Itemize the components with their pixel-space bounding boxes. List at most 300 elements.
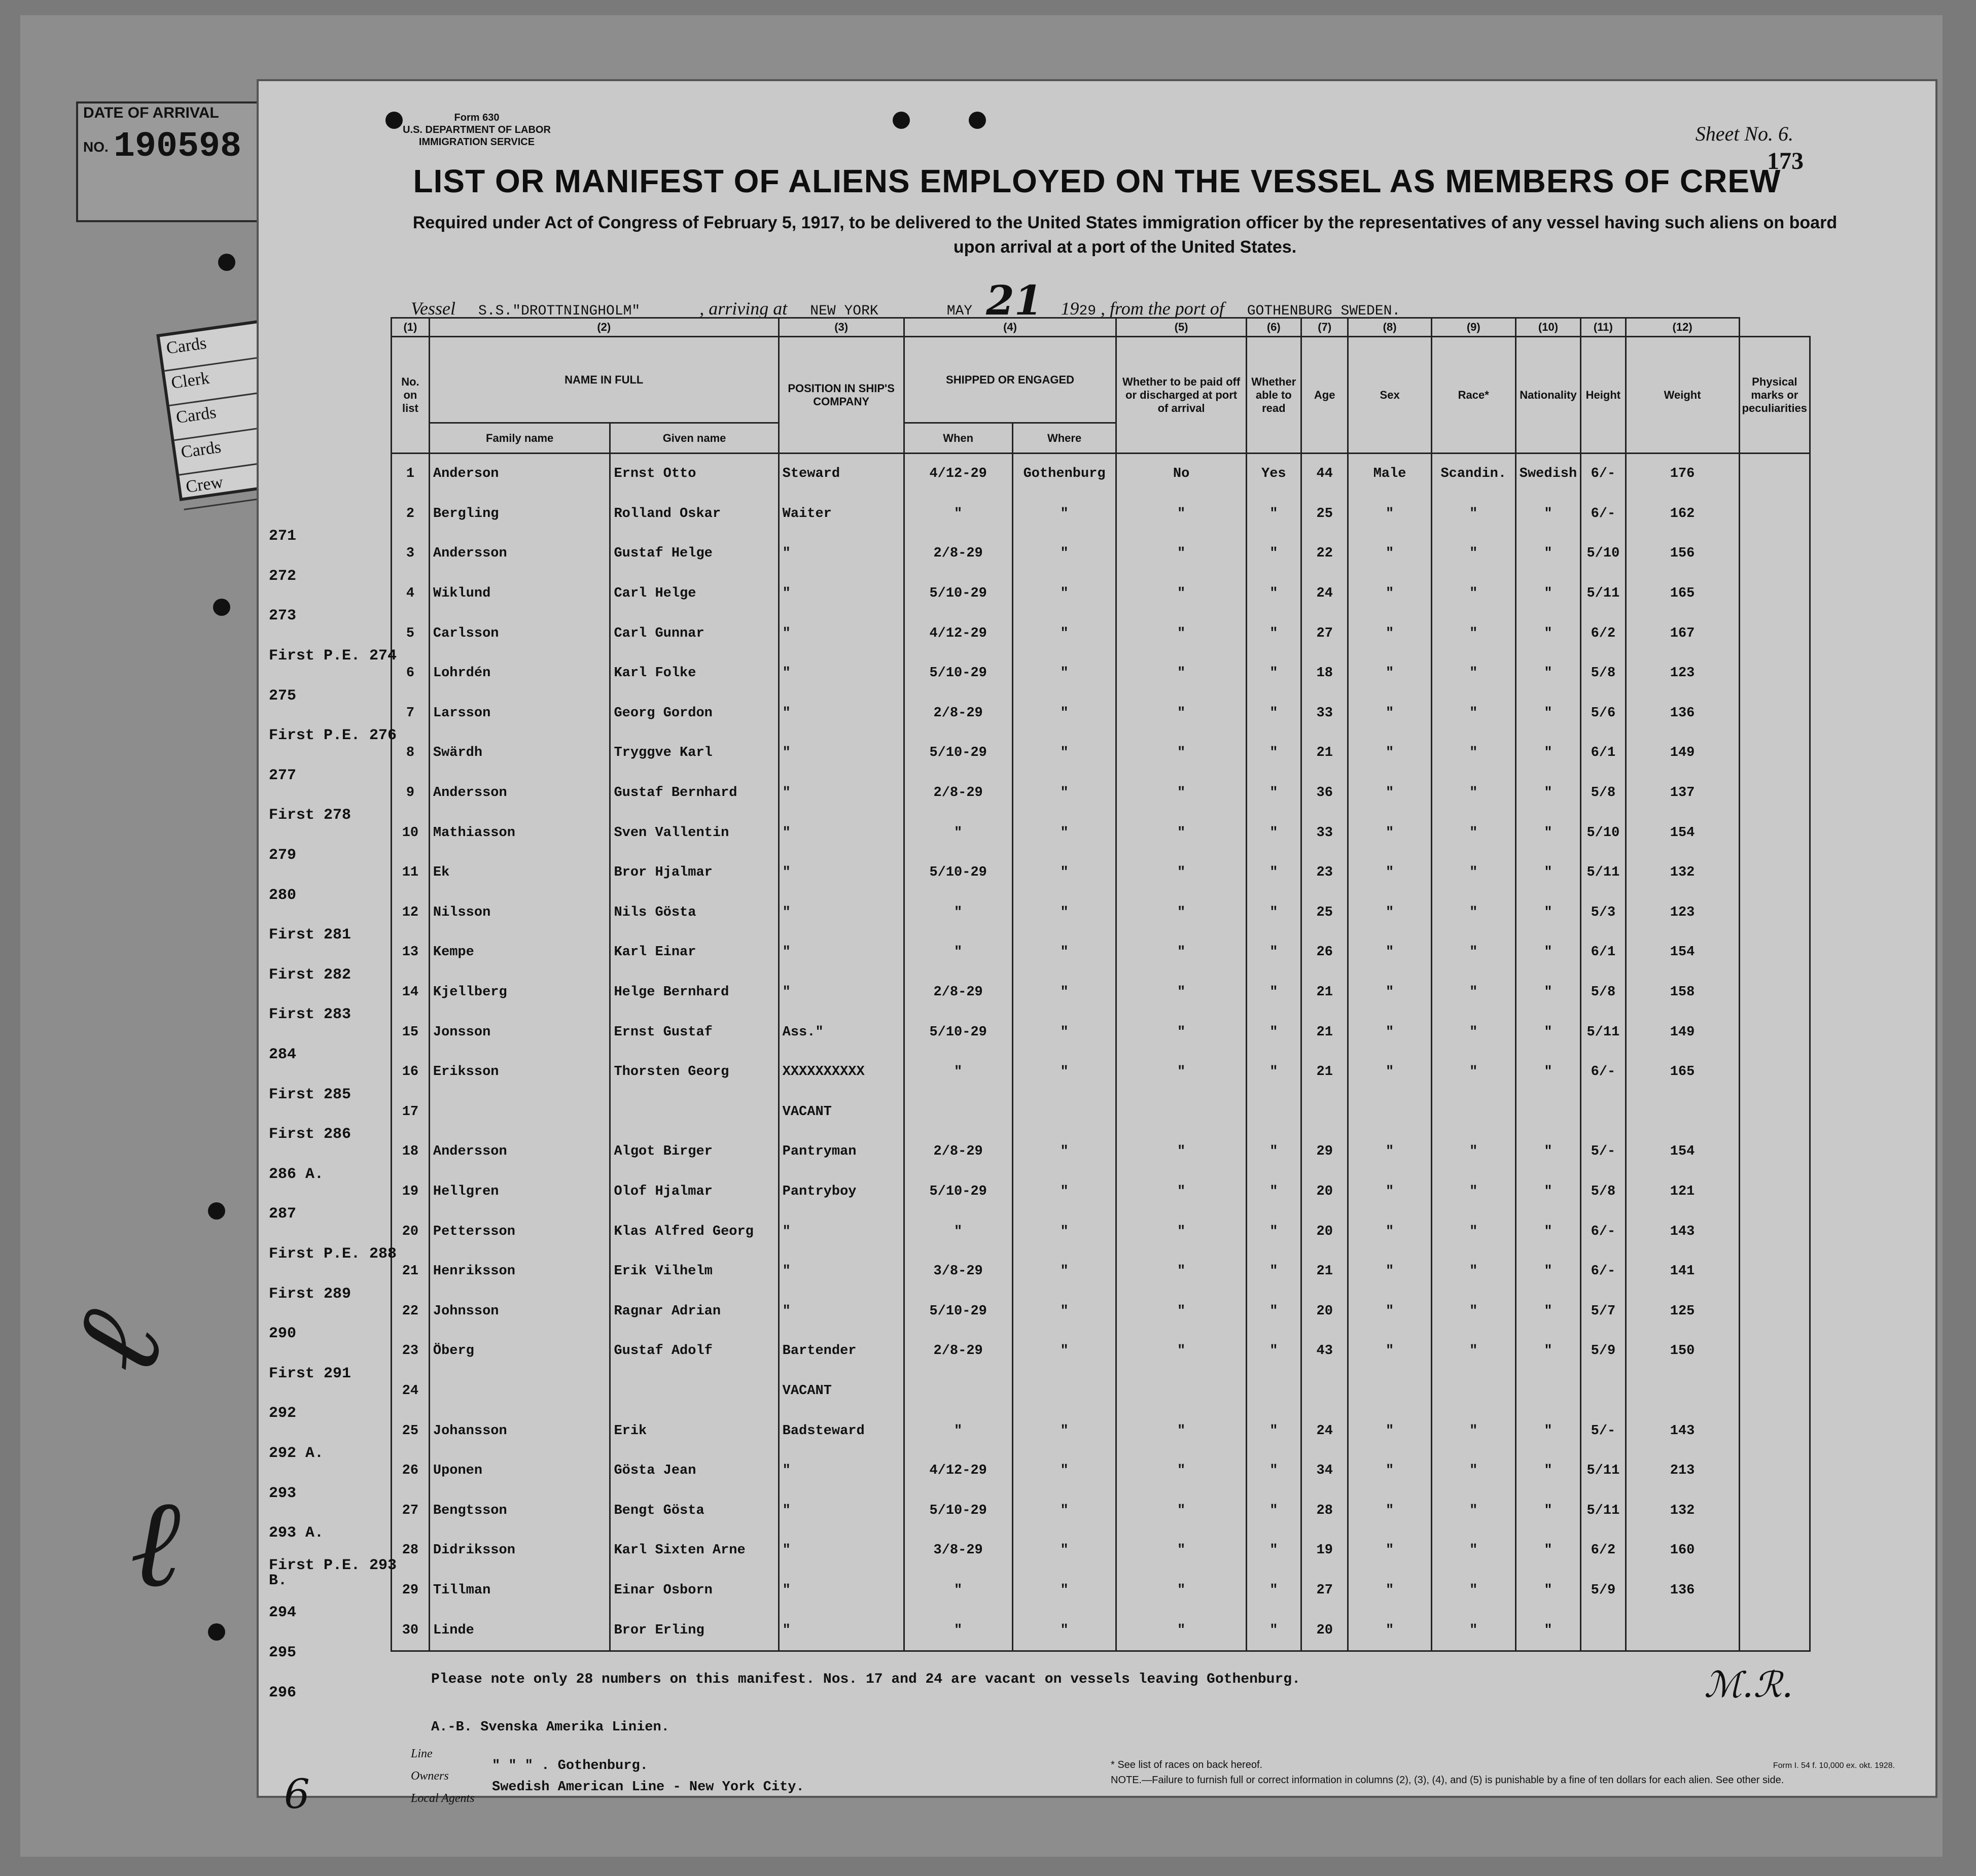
position-cell: " bbox=[779, 1610, 904, 1651]
physical-marks-cell bbox=[1739, 813, 1810, 853]
header-physical-marks: Physical marks or peculiarities bbox=[1739, 337, 1810, 454]
position-cell: " bbox=[779, 574, 904, 614]
header-when: When bbox=[904, 423, 1012, 454]
position-cell: Ass." bbox=[779, 1012, 904, 1052]
able-to-read-cell: " bbox=[1246, 1012, 1301, 1052]
able-to-read-cell: " bbox=[1246, 693, 1301, 734]
age-cell: 28 bbox=[1301, 1490, 1348, 1531]
race-cell: " bbox=[1431, 1571, 1515, 1611]
age-cell: 21 bbox=[1301, 972, 1348, 1013]
position-cell: " bbox=[779, 1571, 904, 1611]
given-name-cell: Karl Folke bbox=[610, 653, 779, 693]
row-number-cell: 24 bbox=[392, 1371, 430, 1411]
shipped-where-cell: " bbox=[1012, 773, 1116, 813]
weight-cell: 154 bbox=[1626, 1132, 1739, 1172]
family-name-cell: Nilsson bbox=[429, 893, 610, 933]
weight-cell: 165 bbox=[1626, 574, 1739, 614]
height-cell: 5/9 bbox=[1581, 1571, 1626, 1611]
paid-off-cell: " bbox=[1116, 972, 1246, 1013]
age-cell: 29 bbox=[1301, 1132, 1348, 1172]
given-name-cell: Carl Helge bbox=[610, 574, 779, 614]
weight-cell: 149 bbox=[1626, 733, 1739, 773]
physical-marks-cell bbox=[1739, 653, 1810, 693]
race-cell: " bbox=[1431, 653, 1515, 693]
given-name-cell: Rolland Oskar bbox=[610, 494, 779, 534]
age-cell: 36 bbox=[1301, 773, 1348, 813]
form-number-label: Form 630 bbox=[454, 112, 500, 123]
position-cell: Waiter bbox=[779, 494, 904, 534]
nationality-cell: " bbox=[1515, 733, 1580, 773]
height-cell: 5/9 bbox=[1581, 1331, 1626, 1371]
row-number-cell: 19 bbox=[392, 1172, 430, 1212]
position-cell: " bbox=[779, 1531, 904, 1571]
sex-cell: " bbox=[1348, 853, 1431, 893]
position-cell: " bbox=[779, 972, 904, 1013]
table-row bbox=[392, 1211, 1810, 1252]
header-height: Height bbox=[1581, 337, 1626, 454]
physical-marks-cell bbox=[1739, 773, 1810, 813]
position-cell: VACANT bbox=[779, 1092, 904, 1132]
margin-annotation: 287 bbox=[269, 1205, 297, 1223]
margin-annotation: First 282 bbox=[269, 966, 351, 984]
paid-off-cell: " bbox=[1116, 1331, 1246, 1371]
shipped-when-cell: 4/12-29 bbox=[904, 454, 1012, 494]
given-name-cell: Algot Birger bbox=[610, 1132, 779, 1172]
row-number-cell: 4 bbox=[392, 574, 430, 614]
age-cell: 20 bbox=[1301, 1291, 1348, 1331]
able-to-read-cell: " bbox=[1246, 1331, 1301, 1371]
shipped-when-cell: " bbox=[904, 1211, 1012, 1252]
family-name-cell: Henriksson bbox=[429, 1252, 610, 1292]
able-to-read-cell: " bbox=[1246, 733, 1301, 773]
header-position: POSITION IN SHIP'S COMPANY bbox=[779, 337, 904, 454]
family-name-cell: Wiklund bbox=[429, 574, 610, 614]
paid-off-cell bbox=[1116, 1371, 1246, 1411]
weight-cell: 132 bbox=[1626, 853, 1739, 893]
margin-annotation: 273 bbox=[269, 607, 297, 625]
margin-annotation: First 285 bbox=[269, 1086, 351, 1103]
margin-annotation: First P.E. 274 bbox=[269, 647, 397, 665]
age-cell: 27 bbox=[1301, 613, 1348, 653]
sex-cell: " bbox=[1348, 813, 1431, 853]
shipped-when-cell: " bbox=[904, 893, 1012, 933]
family-name-cell: Jonsson bbox=[429, 1012, 610, 1052]
given-name-cell bbox=[610, 1092, 779, 1132]
vacancy-note: Please note only 28 numbers on this manifest. Nos. 17 and 24 are vacant on vessels leaving Gothenburg. bbox=[431, 1672, 1300, 1687]
paid-off-cell: " bbox=[1116, 1411, 1246, 1451]
sex-cell: " bbox=[1348, 1132, 1431, 1172]
sheet-number: Sheet No. 6. bbox=[1695, 122, 1793, 145]
header-nationality: Nationality bbox=[1515, 337, 1580, 454]
shipped-where-cell: " bbox=[1012, 534, 1116, 574]
arrival-month: MAY bbox=[946, 303, 973, 319]
row-number-cell: 12 bbox=[392, 893, 430, 933]
arrival-stamp-no-label: NO. bbox=[83, 139, 109, 155]
height-cell: 6/- bbox=[1581, 1211, 1626, 1252]
margin-annotation: First 289 bbox=[269, 1285, 351, 1303]
position-cell: " bbox=[779, 693, 904, 734]
page-number: 173 bbox=[1767, 148, 1804, 175]
shipped-where-cell: " bbox=[1012, 1531, 1116, 1571]
shipped-when-cell: " bbox=[904, 1610, 1012, 1651]
nationality-cell: " bbox=[1515, 1052, 1580, 1092]
paid-off-cell: " bbox=[1116, 1490, 1246, 1531]
family-name-cell: Tillman bbox=[429, 1571, 610, 1611]
able-to-read-cell bbox=[1246, 1371, 1301, 1411]
cards-stamp-line: Cards bbox=[160, 320, 285, 372]
height-cell: 6/- bbox=[1581, 454, 1626, 494]
shipped-where-cell: " bbox=[1012, 1411, 1116, 1451]
shipped-where-cell: " bbox=[1012, 893, 1116, 933]
height-cell: 5/10 bbox=[1581, 534, 1626, 574]
race-cell: " bbox=[1431, 1132, 1515, 1172]
port-from: GOTHENBURG SWEDEN. bbox=[1247, 303, 1401, 319]
arriving-label: , arriving at bbox=[699, 298, 788, 319]
sex-cell: " bbox=[1348, 1610, 1431, 1651]
shipped-when-cell: " bbox=[904, 494, 1012, 534]
sex-cell: " bbox=[1348, 1411, 1431, 1451]
able-to-read-cell: " bbox=[1246, 853, 1301, 893]
nationality-cell: " bbox=[1515, 494, 1580, 534]
nationality-cell: " bbox=[1515, 1451, 1580, 1491]
shipped-where-cell: " bbox=[1012, 494, 1116, 534]
row-number-cell: 2 bbox=[392, 494, 430, 534]
nationality-cell: " bbox=[1515, 1490, 1580, 1531]
sex-cell: " bbox=[1348, 1211, 1431, 1252]
year-prefix: 19 bbox=[1061, 298, 1079, 319]
family-name-cell: Carlsson bbox=[429, 613, 610, 653]
position-cell: Bartender bbox=[779, 1331, 904, 1371]
sex-cell: " bbox=[1348, 972, 1431, 1013]
row-number-cell: 26 bbox=[392, 1451, 430, 1491]
able-to-read-cell: " bbox=[1246, 932, 1301, 972]
nationality-cell bbox=[1515, 1371, 1580, 1411]
margin-annotation: 284 bbox=[269, 1046, 297, 1064]
height-cell: 5/11 bbox=[1581, 1012, 1626, 1052]
margin-annotation: 292 bbox=[269, 1405, 297, 1422]
margin-annotation: 271 bbox=[269, 528, 297, 545]
family-name-cell: Didriksson bbox=[429, 1531, 610, 1571]
column-header-row bbox=[392, 337, 1810, 423]
arrival-day: 21 bbox=[986, 276, 1043, 324]
age-cell bbox=[1301, 1092, 1348, 1132]
paid-off-cell: " bbox=[1116, 1132, 1246, 1172]
able-to-read-cell: " bbox=[1246, 1211, 1301, 1252]
paid-off-cell: " bbox=[1116, 1012, 1246, 1052]
shipped-when-cell: 2/8-29 bbox=[904, 773, 1012, 813]
margin-annotation: 290 bbox=[269, 1325, 297, 1343]
position-cell: " bbox=[779, 853, 904, 893]
paid-off-cell: " bbox=[1116, 494, 1246, 534]
document-title: LIST OR MANIFEST OF ALIENS EMPLOYED ON THE VESSEL AS MEMBERS OF CREW bbox=[413, 163, 1781, 199]
sex-cell: " bbox=[1348, 1331, 1431, 1371]
paid-off-cell: " bbox=[1116, 1531, 1246, 1571]
physical-marks-cell bbox=[1739, 932, 1810, 972]
shipped-where-cell: " bbox=[1012, 1211, 1116, 1252]
nationality-cell: Swedish bbox=[1515, 454, 1580, 494]
physical-marks-cell bbox=[1739, 1490, 1810, 1531]
department-name: U.S. DEPARTMENT OF LABOR bbox=[403, 124, 551, 135]
nationality-cell: " bbox=[1515, 1012, 1580, 1052]
position-cell: " bbox=[779, 813, 904, 853]
crew-manifest-table bbox=[391, 317, 1811, 1652]
service-name: IMMIGRATION SERVICE bbox=[418, 136, 535, 148]
able-to-read-cell: " bbox=[1246, 1451, 1301, 1491]
table-row bbox=[392, 1052, 1810, 1092]
age-cell: 33 bbox=[1301, 693, 1348, 734]
height-cell: 5/8 bbox=[1581, 972, 1626, 1013]
shipped-where-cell: " bbox=[1012, 1012, 1116, 1052]
table-row bbox=[392, 1490, 1810, 1531]
shipped-where-cell: " bbox=[1012, 1610, 1116, 1651]
race-cell: " bbox=[1431, 574, 1515, 614]
margin-annotation: First P.E. 276 bbox=[269, 727, 397, 745]
weight-cell: 150 bbox=[1626, 1331, 1739, 1371]
weight-cell: 149 bbox=[1626, 1012, 1739, 1052]
weight-cell: 136 bbox=[1626, 693, 1739, 734]
physical-marks-cell bbox=[1739, 454, 1810, 494]
shipped-where-cell: Gothenburg bbox=[1012, 454, 1116, 494]
margin-annotation: 296 bbox=[269, 1684, 297, 1701]
col-num-12: (12) bbox=[1626, 318, 1739, 337]
family-name-cell: Andersson bbox=[429, 773, 610, 813]
physical-marks-cell bbox=[1739, 1331, 1810, 1371]
position-cell: " bbox=[779, 1451, 904, 1491]
race-cell: Scandin. bbox=[1431, 454, 1515, 494]
physical-marks-cell bbox=[1739, 1012, 1810, 1052]
sex-cell: " bbox=[1348, 1451, 1431, 1491]
sex-cell: " bbox=[1348, 773, 1431, 813]
manifest-page bbox=[259, 81, 1935, 1805]
shipped-where-cell: " bbox=[1012, 932, 1116, 972]
row-number-cell: 8 bbox=[392, 733, 430, 773]
col-num-7: (7) bbox=[1301, 318, 1348, 337]
paid-off-cell: " bbox=[1116, 1451, 1246, 1491]
age-cell: 20 bbox=[1301, 1172, 1348, 1212]
height-cell: 5/6 bbox=[1581, 693, 1626, 734]
shipped-where-cell: " bbox=[1012, 653, 1116, 693]
able-to-read-cell: " bbox=[1246, 1052, 1301, 1092]
able-to-read-cell bbox=[1246, 1092, 1301, 1132]
nationality-cell: " bbox=[1515, 1411, 1580, 1451]
row-number-cell: 22 bbox=[392, 1291, 430, 1331]
row-number-cell: 17 bbox=[392, 1092, 430, 1132]
given-name-cell: Einar Osborn bbox=[610, 1571, 779, 1611]
table-row bbox=[392, 613, 1810, 653]
owners-label: Owners bbox=[411, 1769, 449, 1783]
physical-marks-cell bbox=[1739, 1451, 1810, 1491]
family-name-cell: Bengtsson bbox=[429, 1490, 610, 1531]
header-no-on-list: No. on list bbox=[392, 337, 430, 454]
department-header bbox=[375, 112, 578, 148]
weight-cell: 176 bbox=[1626, 454, 1739, 494]
shipped-where-cell: " bbox=[1012, 574, 1116, 614]
manifest-body bbox=[392, 454, 1810, 1651]
physical-marks-cell bbox=[1739, 1371, 1810, 1411]
shipped-where-cell: " bbox=[1012, 1291, 1116, 1331]
physical-marks-cell bbox=[1739, 693, 1810, 734]
port-of-arrival: NEW YORK bbox=[810, 303, 878, 319]
nationality-cell: " bbox=[1515, 1211, 1580, 1252]
shipped-when-cell: 4/12-29 bbox=[904, 613, 1012, 653]
race-cell: " bbox=[1431, 1291, 1515, 1331]
col-num-3: (3) bbox=[779, 318, 904, 337]
able-to-read-cell: " bbox=[1246, 1132, 1301, 1172]
weight-cell: 213 bbox=[1626, 1451, 1739, 1491]
race-cell: " bbox=[1431, 1012, 1515, 1052]
physical-marks-cell bbox=[1739, 853, 1810, 893]
race-cell: " bbox=[1431, 1252, 1515, 1292]
position-cell: " bbox=[779, 653, 904, 693]
shipped-where-cell: " bbox=[1012, 733, 1116, 773]
weight-cell: 154 bbox=[1626, 932, 1739, 972]
col-num-11: (11) bbox=[1581, 318, 1626, 337]
given-name-cell: Bror Erling bbox=[610, 1610, 779, 1651]
physical-marks-cell bbox=[1739, 733, 1810, 773]
table-row bbox=[392, 813, 1810, 853]
table-row bbox=[392, 1132, 1810, 1172]
shipped-when-cell: 5/10-29 bbox=[904, 853, 1012, 893]
age-cell: 22 bbox=[1301, 534, 1348, 574]
col-num-4: (4) bbox=[904, 318, 1116, 337]
table-row bbox=[392, 853, 1810, 893]
sex-cell: " bbox=[1348, 653, 1431, 693]
race-cell: " bbox=[1431, 1610, 1515, 1651]
family-name-cell: Kempe bbox=[429, 932, 610, 972]
document-subtitle: Required under Act of Congress of February 5, 1917, to be delivered to the United States immigration officer by the representatives of any vessel having such aliens on board upon arrival at a port of the United States. bbox=[412, 213, 1838, 257]
row-number-cell: 6 bbox=[392, 653, 430, 693]
row-number-cell: 5 bbox=[392, 613, 430, 653]
height-cell: 6/1 bbox=[1581, 733, 1626, 773]
paid-off-cell: " bbox=[1116, 534, 1246, 574]
race-cell: " bbox=[1431, 693, 1515, 734]
weight-cell: 137 bbox=[1626, 773, 1739, 813]
header-race: Race* bbox=[1431, 337, 1515, 454]
weight-cell bbox=[1626, 1610, 1739, 1651]
nationality-cell bbox=[1515, 1092, 1580, 1132]
header-name-in-full: NAME IN FULL bbox=[429, 337, 779, 423]
col-num-10: (10) bbox=[1515, 318, 1580, 337]
table-row bbox=[392, 893, 1810, 933]
height-cell bbox=[1581, 1092, 1626, 1132]
margin-annotation: 272 bbox=[269, 567, 297, 585]
paid-off-cell: " bbox=[1116, 574, 1246, 614]
table-row bbox=[392, 1451, 1810, 1491]
able-to-read-cell: " bbox=[1246, 653, 1301, 693]
row-number-cell: 1 bbox=[392, 454, 430, 494]
race-cell: " bbox=[1431, 1490, 1515, 1531]
row-number-cell: 3 bbox=[392, 534, 430, 574]
position-cell: " bbox=[779, 1252, 904, 1292]
margin-annotation: 277 bbox=[269, 767, 297, 784]
physical-marks-cell bbox=[1739, 494, 1810, 534]
year-suffix: 29 bbox=[1079, 303, 1097, 319]
family-name-cell: Hellgren bbox=[429, 1172, 610, 1212]
col-num-9: (9) bbox=[1431, 318, 1515, 337]
race-cell: " bbox=[1431, 932, 1515, 972]
physical-marks-cell bbox=[1739, 972, 1810, 1013]
height-cell: 5/- bbox=[1581, 1132, 1626, 1172]
margin-annotation: 295 bbox=[269, 1644, 297, 1661]
physical-marks-cell bbox=[1739, 1252, 1810, 1292]
given-name-cell: Karl Einar bbox=[610, 932, 779, 972]
nationality-cell: " bbox=[1515, 613, 1580, 653]
race-cell: " bbox=[1431, 1411, 1515, 1451]
cards-stamp-line: Clerk bbox=[165, 355, 290, 406]
form-number: Form I. 54 f. 10,000 ex. okt. 1928. bbox=[1773, 1761, 1895, 1770]
weight-cell bbox=[1626, 1371, 1739, 1411]
shipped-when-cell: 2/8-29 bbox=[904, 534, 1012, 574]
margin-annotations bbox=[269, 516, 406, 1713]
physical-marks-cell bbox=[1739, 534, 1810, 574]
margin-annotation: 279 bbox=[269, 847, 297, 864]
shipped-when-cell: 3/8-29 bbox=[904, 1531, 1012, 1571]
shipped-where-cell: " bbox=[1012, 853, 1116, 893]
weight-cell: 167 bbox=[1626, 613, 1739, 653]
position-cell: " bbox=[779, 1211, 904, 1252]
row-number-cell: 27 bbox=[392, 1490, 430, 1531]
officer-signature: ℳ.ℛ. bbox=[1704, 1664, 1793, 1706]
height-cell: 5/11 bbox=[1581, 853, 1626, 893]
paid-off-cell: " bbox=[1116, 613, 1246, 653]
table-row bbox=[392, 1291, 1810, 1331]
given-name-cell: Klas Alfred Georg bbox=[610, 1211, 779, 1252]
shipped-when-cell: " bbox=[904, 932, 1012, 972]
race-cell: " bbox=[1431, 733, 1515, 773]
position-cell: " bbox=[779, 932, 904, 972]
age-cell bbox=[1301, 1371, 1348, 1411]
nationality-cell: " bbox=[1515, 534, 1580, 574]
height-cell: 5/8 bbox=[1581, 1172, 1626, 1212]
given-name-cell: Helge Bernhard bbox=[610, 972, 779, 1013]
nationality-cell: " bbox=[1515, 773, 1580, 813]
nationality-cell: " bbox=[1515, 1610, 1580, 1651]
age-cell: 20 bbox=[1301, 1610, 1348, 1651]
physical-marks-cell bbox=[1739, 1052, 1810, 1092]
able-to-read-cell: " bbox=[1246, 494, 1301, 534]
row-number-cell: 15 bbox=[392, 1012, 430, 1052]
position-cell: " bbox=[779, 773, 904, 813]
row-number-cell: 14 bbox=[392, 972, 430, 1013]
col-num-8: (8) bbox=[1348, 318, 1431, 337]
table-row bbox=[392, 1371, 1810, 1411]
paid-off-cell: " bbox=[1116, 1252, 1246, 1292]
col-num-1: (1) bbox=[392, 318, 430, 337]
table-row bbox=[392, 972, 1810, 1013]
row-number-cell: 29 bbox=[392, 1571, 430, 1611]
family-name-cell: Lohrdén bbox=[429, 653, 610, 693]
sex-cell: " bbox=[1348, 1252, 1431, 1292]
family-name-cell: Uponen bbox=[429, 1451, 610, 1491]
shipped-when-cell: 5/10-29 bbox=[904, 653, 1012, 693]
from-port-label: , from the port of bbox=[1101, 298, 1224, 319]
shipped-when-cell: 2/8-29 bbox=[904, 972, 1012, 1013]
height-cell: 5/3 bbox=[1581, 893, 1626, 933]
table-row bbox=[392, 1252, 1810, 1292]
age-cell: 24 bbox=[1301, 574, 1348, 614]
given-name-cell: Gustaf Adolf bbox=[610, 1331, 779, 1371]
shipped-where-cell: " bbox=[1012, 1571, 1116, 1611]
races-note: * See list of races on back hereof. bbox=[1111, 1759, 1263, 1770]
arrival-stamp-number: 190598 bbox=[114, 127, 242, 167]
shipped-where-cell: " bbox=[1012, 1490, 1116, 1531]
weight-cell: 121 bbox=[1626, 1172, 1739, 1212]
table-row bbox=[392, 1411, 1810, 1451]
physical-marks-cell bbox=[1739, 1172, 1810, 1212]
physical-marks-cell bbox=[1739, 1291, 1810, 1331]
position-cell: " bbox=[779, 613, 904, 653]
nationality-cell: " bbox=[1515, 1571, 1580, 1611]
